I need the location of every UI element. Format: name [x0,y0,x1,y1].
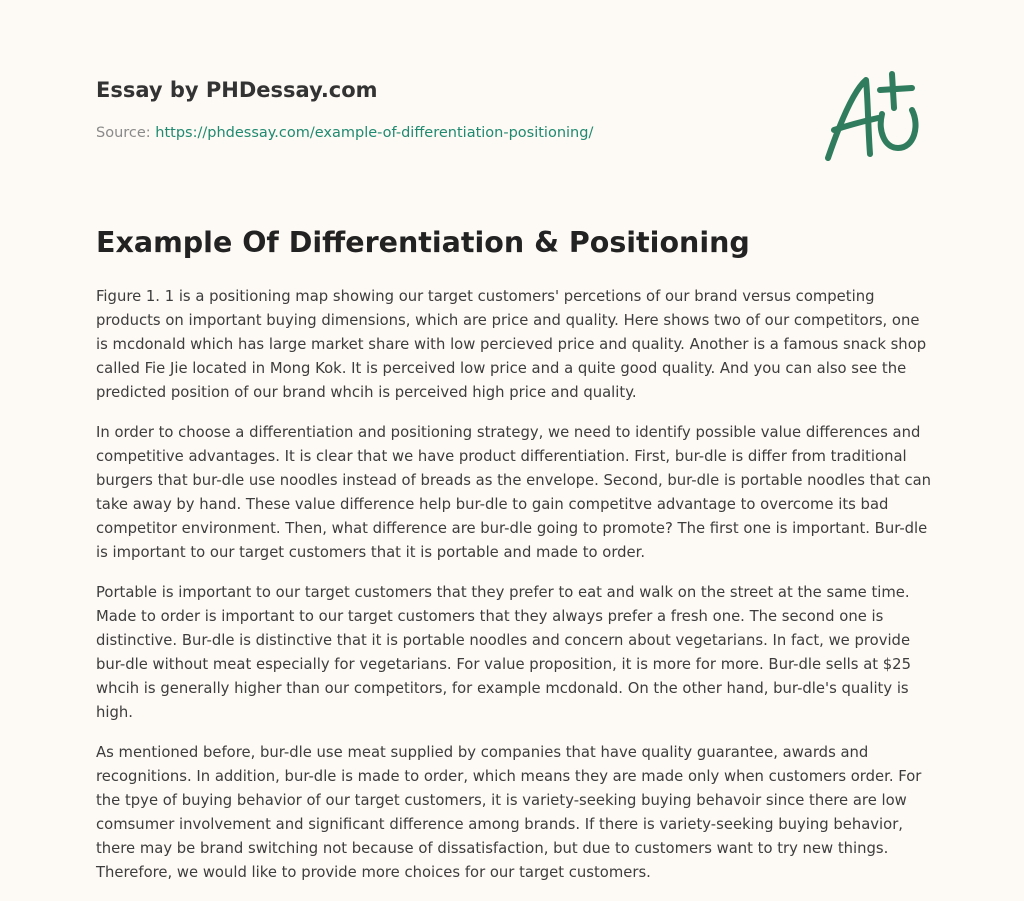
paragraph: Portable is important to our target customers that they prefer to eat and walk on the street at the same time. Made to order is important to our target customers that they always prefer a fresh one. The second one is distinctive. Bur-dle is distinctive that it is portable noodles and concern about vegetarians. In fact, we provide bur-dle without meat especially for vegetarians. For value proposition, it is more for more. Bur-dle sells at $25 whcih is generally higher than our competitors, for example mcdonald. On the other hand, bur-dle's quality is high. [96,584,912,721]
article-title: Example Of Differentiation & Positioning [96,226,750,259]
paragraph: In order to choose a differentiation and positioning strategy, we need to identify possible value differences and competitive advantages. It is clear that we have product differentiation. First, bur-dle is differ from traditional burgers that bur-dle use noodles instead of breads as the envelope. Second, bur-dle is portable noodles that can take away by hand. These value difference help bur-dle to gain competitve advantage to overcome its bad competitor environment. Then, what difference are bur-dle going to promote? The first one is important. Bur-dle is important to our target customers that it is portable and made to order. [96,424,932,561]
brand-title: Essay by PHDessay.com [96,78,378,102]
article-body [96,285,932,901]
source-line [96,125,593,141]
source-link[interactable]: https://phdessay.com/example-of-differentiation-positioning/ [155,125,594,141]
paragraph: Figure 1. 1 is a positioning map showing our target customers' percetions of our brand versus competing products on important buying dimensions, which are price and quality. Here shows two of our competitors, one is mcdonald which has large market share with low percieved price and quality. Another is a famous snack shop called Fie Jie located in Mong Kok. It is perceived low price and a quite good quality. And you can also see the predicted position of our brand whcih is perceived high price and quality. [96,288,927,401]
a-plus-grade-icon [822,68,922,163]
paragraph: As mentioned before, bur-dle use meat supplied by companies that have quality guarantee, awards and recognitions. In addition, bur-dle is made to order, which means they are made only when customers order. For the tpye of buying behavior of our target customers, it is variety-seeking buying behavoir since there are low comsumer involvement and significant difference among brands. If there is variety-seeking buying behavior, there may be brand switching not because of dissatisfaction, but due to customers want to try new things. Therefore, we would like to provide more choices for our target customers. [96,744,922,881]
source-label: Source: [96,125,151,141]
